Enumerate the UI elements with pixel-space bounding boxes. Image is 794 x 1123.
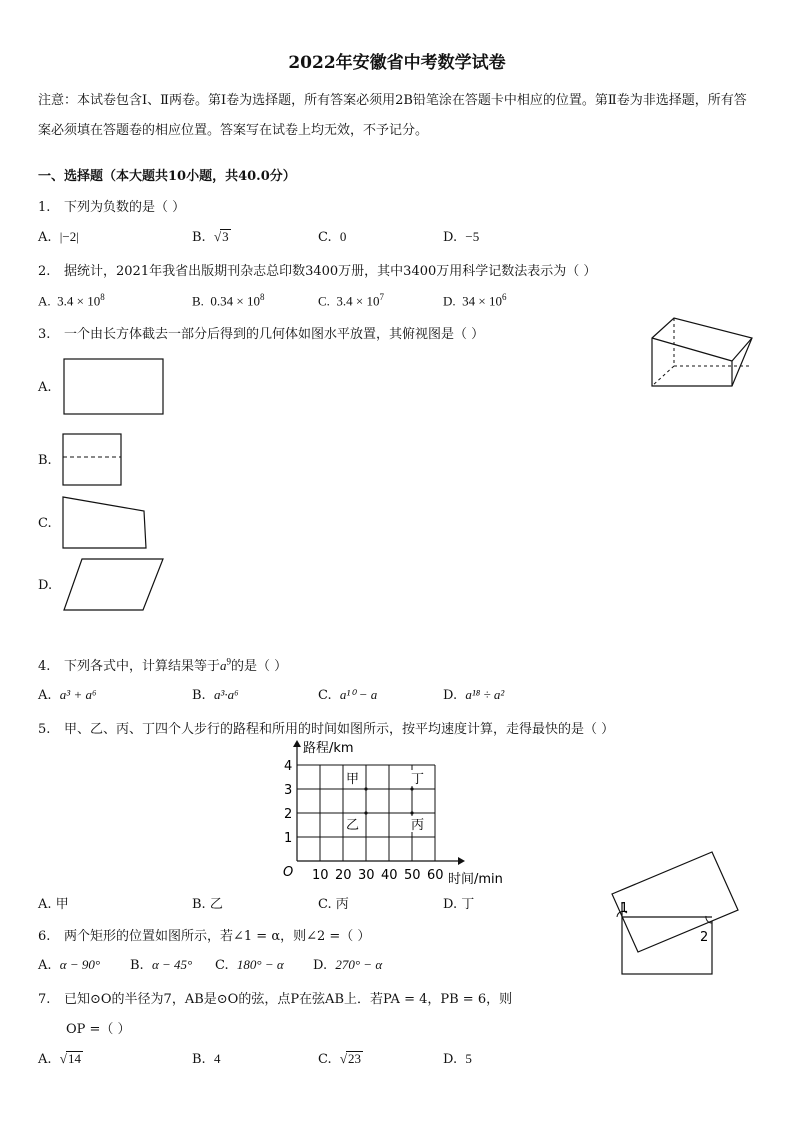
- exponent: 7: [379, 292, 385, 302]
- q5-option-d: D. 丁: [443, 897, 475, 912]
- question-stem: 下列为负数的是（ ）: [64, 200, 186, 215]
- y-tick-label: 2: [284, 807, 293, 822]
- exponent: 6: [501, 292, 507, 302]
- data-point: [410, 811, 413, 814]
- point-label: 乙: [346, 818, 360, 833]
- chart-points: [345, 770, 427, 833]
- option-value: a³ + a⁶: [59, 687, 97, 702]
- option-value: 270° − α: [335, 957, 383, 972]
- q3-option-a-letter: A.: [38, 380, 52, 395]
- q4-option-d: [443, 687, 504, 703]
- y-tick-label: 1: [284, 831, 293, 846]
- option-letter: D.: [443, 230, 458, 245]
- option-letter: A.: [38, 1052, 52, 1067]
- q7-option-a: A. √14: [38, 1051, 81, 1067]
- question-stem-end: 的是（ ）: [231, 659, 288, 674]
- question-stem: 两个矩形的位置如图所示，若∠1 = α，则∠2 =（ ）: [64, 929, 371, 944]
- q4-option-b: [192, 687, 239, 703]
- angle-2-label: 2: [700, 930, 709, 945]
- question-number: 1.: [38, 200, 51, 215]
- option-value: 0.34 × 10: [210, 293, 261, 309]
- q5-option-b: B. 乙: [192, 897, 223, 912]
- option-letter: A.: [38, 230, 52, 245]
- q7-option-b: [192, 1051, 220, 1067]
- option-letter: D.: [313, 958, 328, 973]
- q3-option-b-letter: B.: [38, 453, 52, 468]
- question-number: 4.: [38, 659, 51, 674]
- data-point: [364, 811, 367, 814]
- question-number: 6.: [38, 929, 51, 944]
- option-value: α − 45°: [151, 957, 193, 972]
- question-4: [38, 655, 287, 674]
- x-tick-label: 60: [427, 868, 444, 883]
- option-letter: A.: [38, 293, 51, 309]
- x-axis-label: 时间/min: [448, 872, 503, 887]
- q2-option-b: [192, 292, 265, 309]
- option-value: 180° − α: [236, 957, 284, 972]
- option-letter: D.: [443, 688, 458, 703]
- q4-option-a: [38, 687, 97, 703]
- q5-option-c: C. 丙: [318, 897, 349, 912]
- x-axis-arrow: [458, 857, 465, 865]
- option-letter: C.: [215, 958, 229, 973]
- question-stem: 一个由长方体截去一部分后得到的几何体如图水平放置，其俯视图是（ ）: [64, 327, 485, 342]
- q3-option-a-figure: [63, 358, 165, 416]
- question-1: [38, 196, 185, 215]
- option-letter: B.: [192, 293, 204, 309]
- q1-option-b: B. √3: [192, 229, 229, 245]
- q2-option-a: [38, 292, 105, 309]
- option-letter: B.: [130, 958, 144, 973]
- question-stem: 甲、乙、丙、丁四个人步行的路程和所用的时间如图所示，按平均速度计算，走得最快的是（ ）: [64, 722, 615, 737]
- section-heading: 一、选择题（本大题共10小题，共40.0分）: [38, 169, 296, 184]
- q2-option-d: [443, 292, 506, 309]
- point-label: 丙: [411, 818, 425, 833]
- exponent: 8: [260, 292, 265, 302]
- q3-option-d-letter: D.: [38, 578, 53, 593]
- option-value: −5: [465, 229, 480, 244]
- page-title: 2022年安徽省中考数学试卷: [288, 53, 506, 73]
- q7-option-d: [443, 1051, 472, 1067]
- option-value: 23: [348, 1051, 362, 1066]
- q6-option-b: [130, 957, 192, 973]
- point-label: 甲: [346, 772, 360, 787]
- question-number: 2.: [38, 264, 51, 279]
- cuboid-figure: [648, 316, 754, 390]
- option-value: a¹⁸ ÷ a²: [465, 687, 505, 702]
- option-value: 5: [465, 1051, 472, 1066]
- q3-option-c-letter: C.: [38, 516, 52, 531]
- x-tick-label: 40: [381, 868, 398, 883]
- option-value: a³·a⁶: [213, 687, 239, 702]
- exponent: 8: [100, 292, 105, 302]
- question-6: [38, 925, 370, 944]
- q1-option-c: [318, 229, 346, 245]
- exponent: 9: [226, 656, 232, 667]
- option-letter: B.: [192, 688, 206, 703]
- option-value: 4: [213, 1051, 221, 1066]
- question-7: [38, 988, 512, 1007]
- option-letter: C.: [318, 1052, 332, 1067]
- data-point: [364, 787, 367, 790]
- x-tick-label: 30: [358, 868, 375, 883]
- y-tick-label: 3: [284, 783, 293, 798]
- option-letter: A.: [38, 688, 52, 703]
- option-value: 0: [339, 229, 347, 244]
- option-value: 34 × 10: [462, 293, 502, 309]
- question-number: 3.: [38, 327, 51, 342]
- option-letter: C.: [318, 293, 330, 309]
- option-value: a¹⁰ − a: [339, 687, 378, 702]
- option-value: 3.4 × 10: [57, 293, 101, 309]
- y-axis-label: 路程/km: [303, 741, 354, 756]
- tilted-rectangle: [612, 852, 738, 952]
- q6-option-d: [313, 957, 382, 973]
- question-2: [38, 260, 596, 279]
- question-stem: 据统计，2021年我省出版期刊杂志总印数3400万册，其中3400万用科学记数法表示为（ ）: [64, 264, 597, 279]
- angle-1-label: 1: [620, 901, 629, 916]
- q4-option-c: [318, 687, 377, 703]
- data-point: [410, 787, 413, 790]
- question-number: 7.: [38, 992, 51, 1007]
- question-3: [38, 323, 484, 342]
- option-value: |−2|: [59, 229, 79, 244]
- option-value: 3: [222, 229, 229, 244]
- y-tick-label: 4: [284, 759, 293, 774]
- q2-option-c: [318, 292, 384, 309]
- question-stem: 已知⊙O的半径为7，AB是⊙O的弦，点P在弦AB上．若PA = 4，PB = 6，则: [64, 992, 513, 1007]
- option-value: 3.4 × 10: [336, 293, 380, 309]
- origin-label: O: [283, 865, 294, 880]
- option-value: α − 90°: [59, 957, 101, 972]
- q3-option-c-figure: [62, 496, 150, 550]
- y-axis-arrow: [293, 740, 301, 747]
- question-stem: 下列各式中，计算结果等于: [64, 659, 221, 674]
- option-letter: C.: [318, 688, 332, 703]
- exam-instructions: 注意：本试卷包含Ⅰ、Ⅱ两卷。第Ⅰ卷为选择题，所有答案必须用2B铅笔涂在答题卡中相应的位置。第Ⅱ卷为非选择题，所有答案必须填在答题卷的相应位置。答案写在试卷上均无效，不予记分。: [38, 93, 747, 138]
- q7-option-c: C. √23: [318, 1051, 362, 1067]
- question-number: 5.: [38, 722, 51, 737]
- math-variable: a: [220, 658, 227, 673]
- option-letter: B.: [192, 1052, 206, 1067]
- q6-option-c: [215, 957, 284, 973]
- q1-option-d: [443, 229, 479, 245]
- q1-option-a: [38, 229, 79, 245]
- x-tick-label: 20: [335, 868, 352, 883]
- q5-option-a: A. 甲: [38, 897, 69, 912]
- option-value: 14: [67, 1051, 81, 1066]
- point-label: 丁: [411, 772, 425, 787]
- q6-option-a: [38, 957, 100, 973]
- two-rectangles-figure: [608, 850, 758, 978]
- x-tick-label: 10: [312, 868, 329, 883]
- q3-option-b-figure: [62, 433, 124, 487]
- distance-time-chart: [270, 735, 520, 890]
- option-letter: C.: [318, 230, 332, 245]
- option-letter: A.: [38, 958, 52, 973]
- q3-option-d-figure: [62, 557, 166, 613]
- question-7-continued: OP =（ ）: [66, 1022, 131, 1037]
- option-letter: D.: [443, 293, 456, 309]
- option-letter: D.: [443, 1052, 458, 1067]
- x-tick-label: 50: [404, 868, 421, 883]
- option-letter: B.: [192, 230, 206, 245]
